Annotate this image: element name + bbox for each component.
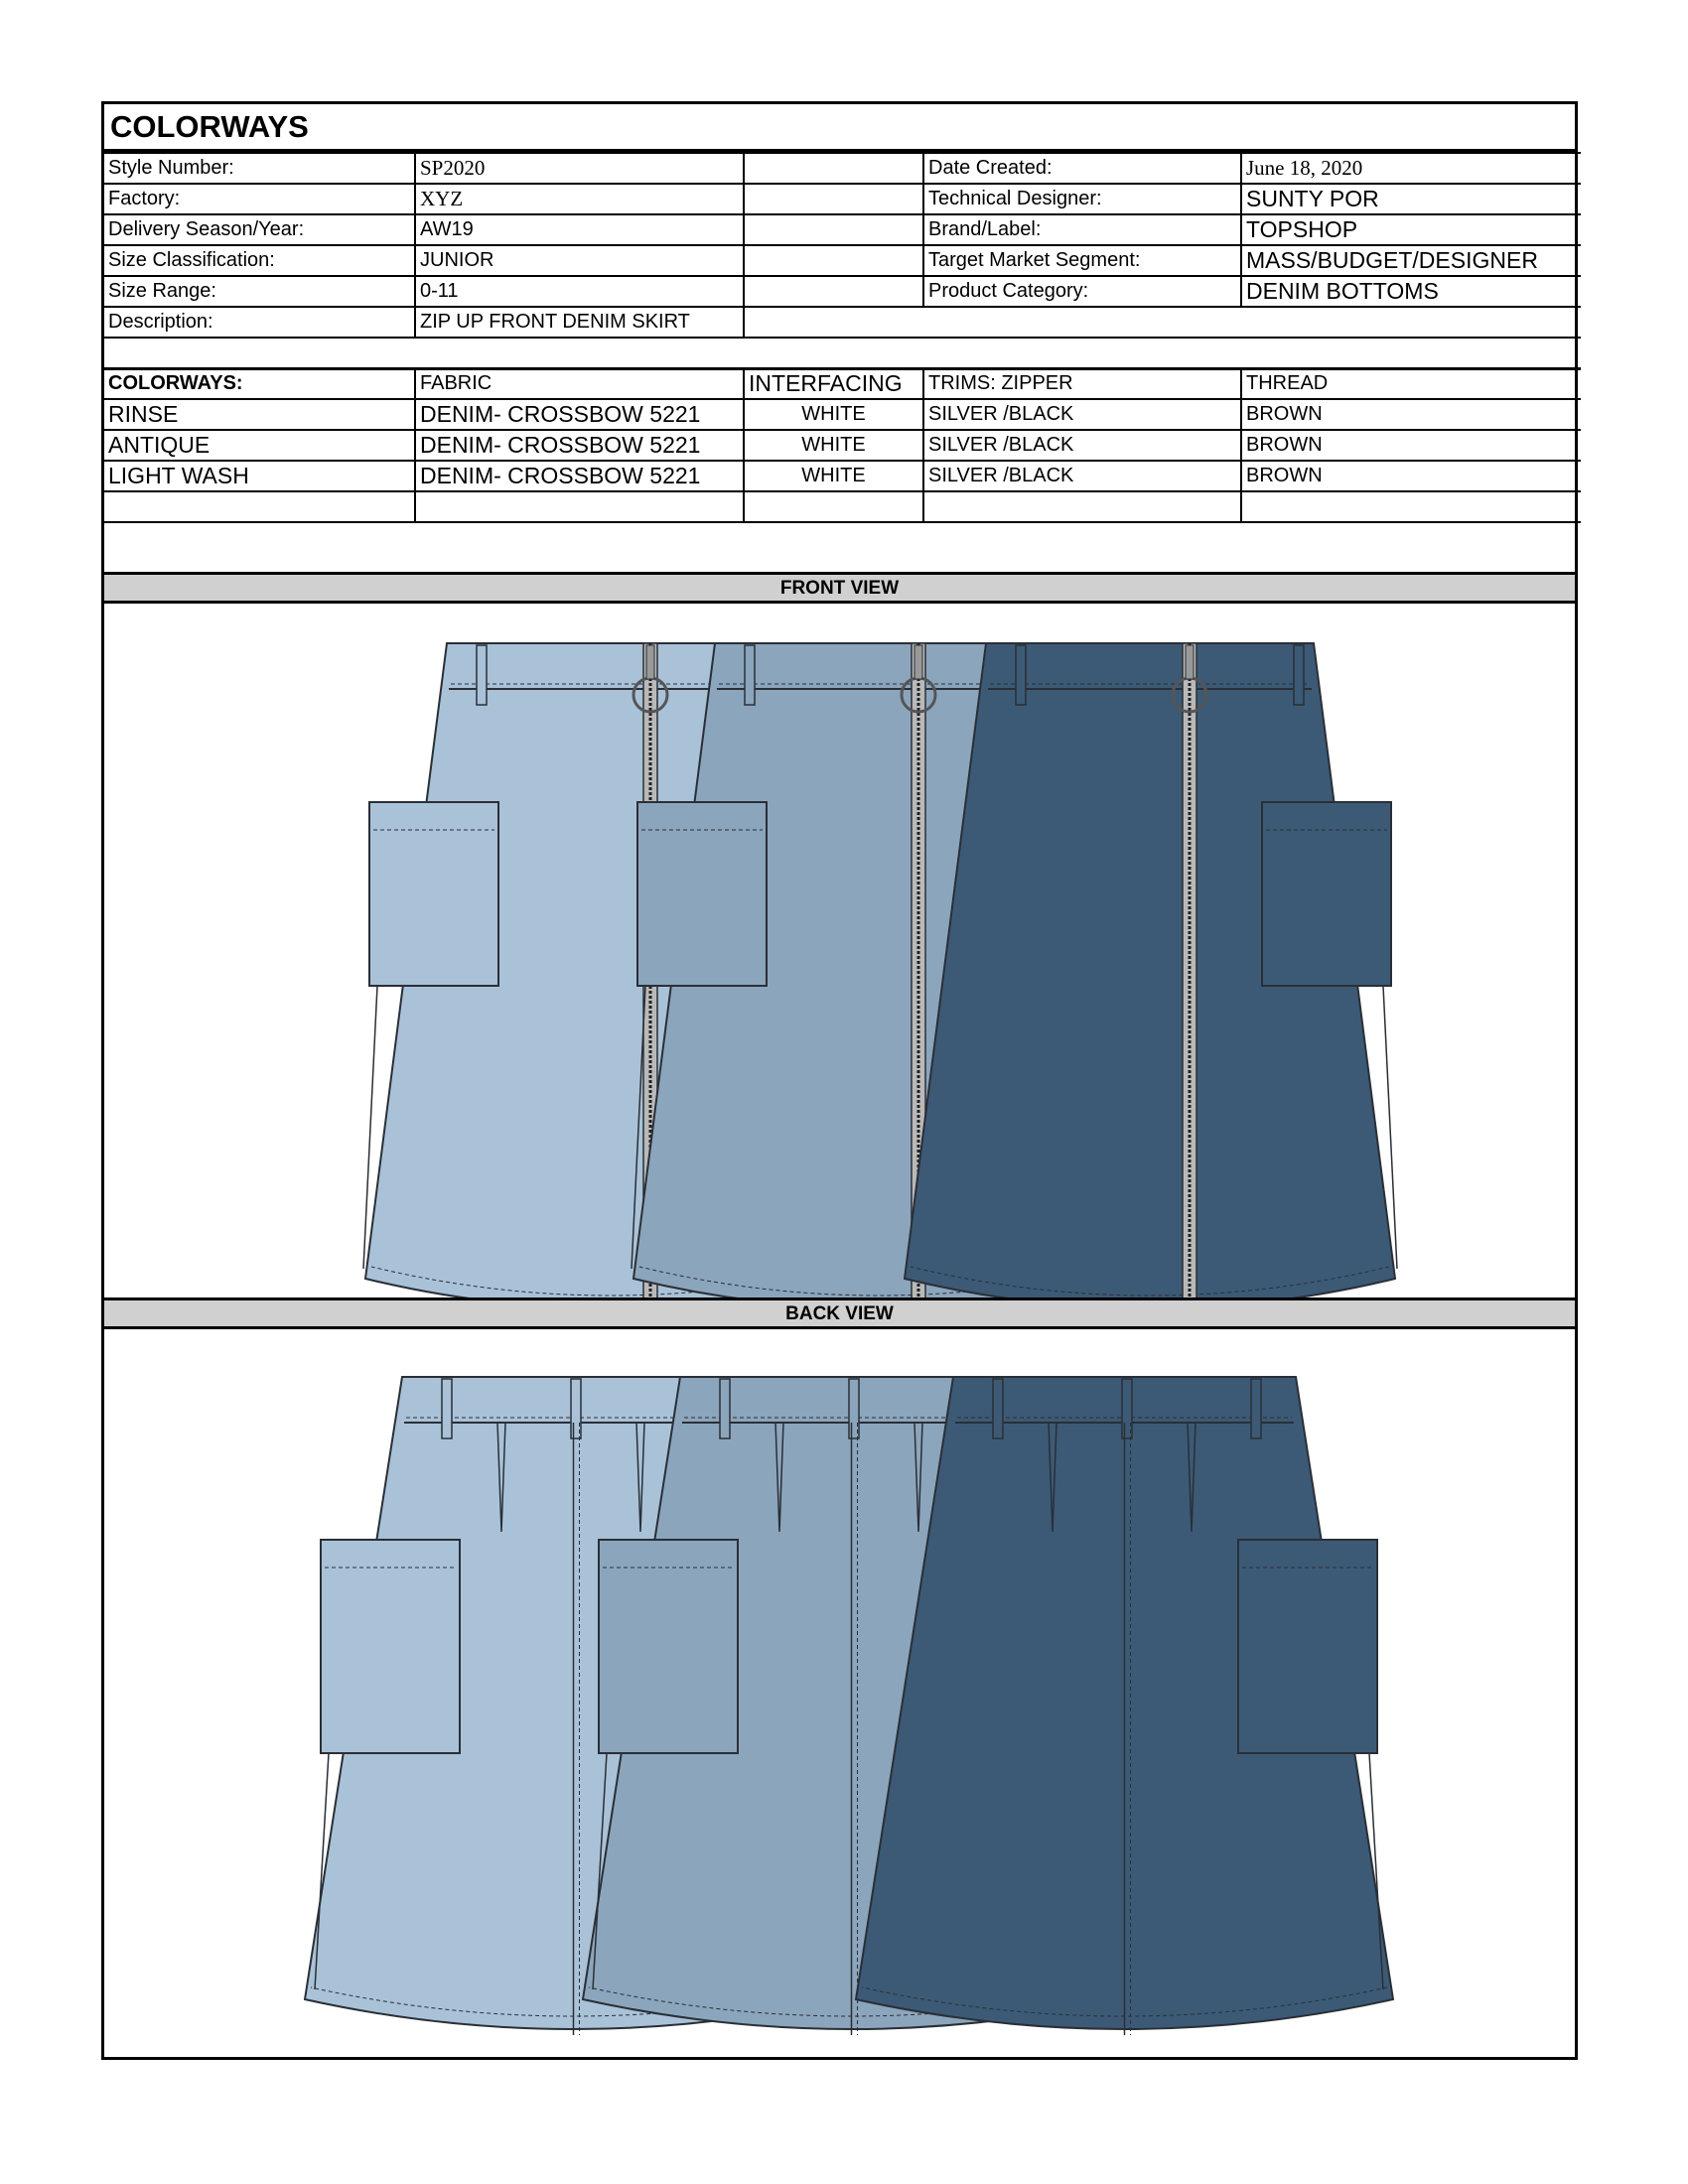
colorway-interfacing: WHITE [744, 399, 923, 430]
market-value: MASS/BUDGET/DESIGNER [1241, 245, 1581, 276]
colorways-header: COLORWAYS: [104, 368, 415, 399]
colorway-trims: SILVER /BLACK [923, 461, 1241, 491]
size-class-value: JUNIOR [415, 245, 744, 276]
date-created-value: June 18, 2020 [1241, 153, 1581, 184]
colorway-name: ANTIQUE [104, 430, 415, 461]
factory-value: XYZ [415, 184, 744, 214]
belt-loop [993, 1379, 1003, 1438]
colorway-row-rinse [104, 399, 1581, 430]
category-label: Product Category: [923, 276, 1241, 307]
description-label: Description: [104, 307, 415, 338]
size-range-label: Size Range: [104, 276, 415, 307]
market-label: Target Market Segment: [923, 245, 1241, 276]
belt-loop [1016, 645, 1026, 705]
colorway-trims: SILVER /BLACK [923, 399, 1241, 430]
belt-loop [1294, 645, 1304, 705]
front-view-area [104, 604, 1575, 1400]
colorway-name: RINSE [104, 399, 415, 430]
spacer-row [104, 338, 1581, 368]
zipper-pull [914, 645, 922, 679]
style-number-value: SP2020 [415, 153, 744, 184]
colorway-interfacing: WHITE [744, 430, 923, 461]
front-view-illustration [104, 604, 1575, 1400]
brand-value: TOPSHOP [1241, 214, 1581, 245]
tech-designer-label: Technical Designer: [923, 184, 1241, 214]
sheet-title: COLORWAYS [104, 104, 1575, 152]
colorway-interfacing: WHITE [744, 461, 923, 491]
brand-label: Brand/Label: [923, 214, 1241, 245]
skirt-front-dark [905, 643, 1397, 1316]
colorway-name: LIGHT WASH [104, 461, 415, 491]
back-view-header: BACK VIEW [104, 1297, 1575, 1329]
fabric-header: FABRIC [415, 368, 744, 399]
interfacing-header: INTERFACING [744, 368, 923, 399]
colorway-thread: BROWN [1241, 461, 1581, 491]
belt-loop [745, 645, 755, 705]
colorway-fabric: DENIM- CROSSBOW 5221 [415, 461, 744, 491]
zipper-pull [646, 645, 654, 679]
colorway-thread: BROWN [1241, 430, 1581, 461]
belt-loop [1251, 1379, 1261, 1438]
size-range-value: 0-11 [415, 276, 744, 307]
description-value: ZIP UP FRONT DENIM SKIRT [415, 307, 744, 338]
category-value: DENIM BOTTOMS [1241, 276, 1581, 307]
belt-loop [442, 1379, 452, 1438]
colorway-row-light-wash [104, 461, 1581, 491]
size-class-label: Size Classification: [104, 245, 415, 276]
back-view-area [104, 1329, 1575, 2057]
style-number-label: Style Number: [104, 153, 415, 184]
spec-table [104, 152, 1581, 523]
delivery-label: Delivery Season/Year: [104, 214, 415, 245]
trims-header: TRIMS: ZIPPER [923, 368, 1241, 399]
patch-pocket [321, 1540, 460, 1753]
belt-loop [477, 645, 487, 705]
belt-loop [720, 1379, 730, 1438]
zipper-pull [1186, 645, 1194, 679]
colorway-thread: BROWN [1241, 399, 1581, 430]
patch-pocket [1238, 1540, 1377, 1753]
factory-label: Factory: [104, 184, 415, 214]
date-created-label: Date Created: [923, 153, 1241, 184]
patch-pocket [599, 1540, 738, 1753]
colorway-fabric: DENIM- CROSSBOW 5221 [415, 399, 744, 430]
colorways-sheet [101, 101, 1578, 2060]
thread-header: THREAD [1241, 368, 1581, 399]
front-view-header: FRONT VIEW [104, 572, 1575, 604]
colorway-trims: SILVER /BLACK [923, 430, 1241, 461]
tech-designer-value: SUNTY POR [1241, 184, 1581, 214]
back-view-illustration [104, 1329, 1575, 2057]
delivery-value: AW19 [415, 214, 744, 245]
colorway-fabric: DENIM- CROSSBOW 5221 [415, 430, 744, 461]
colorway-row-antique [104, 430, 1581, 461]
